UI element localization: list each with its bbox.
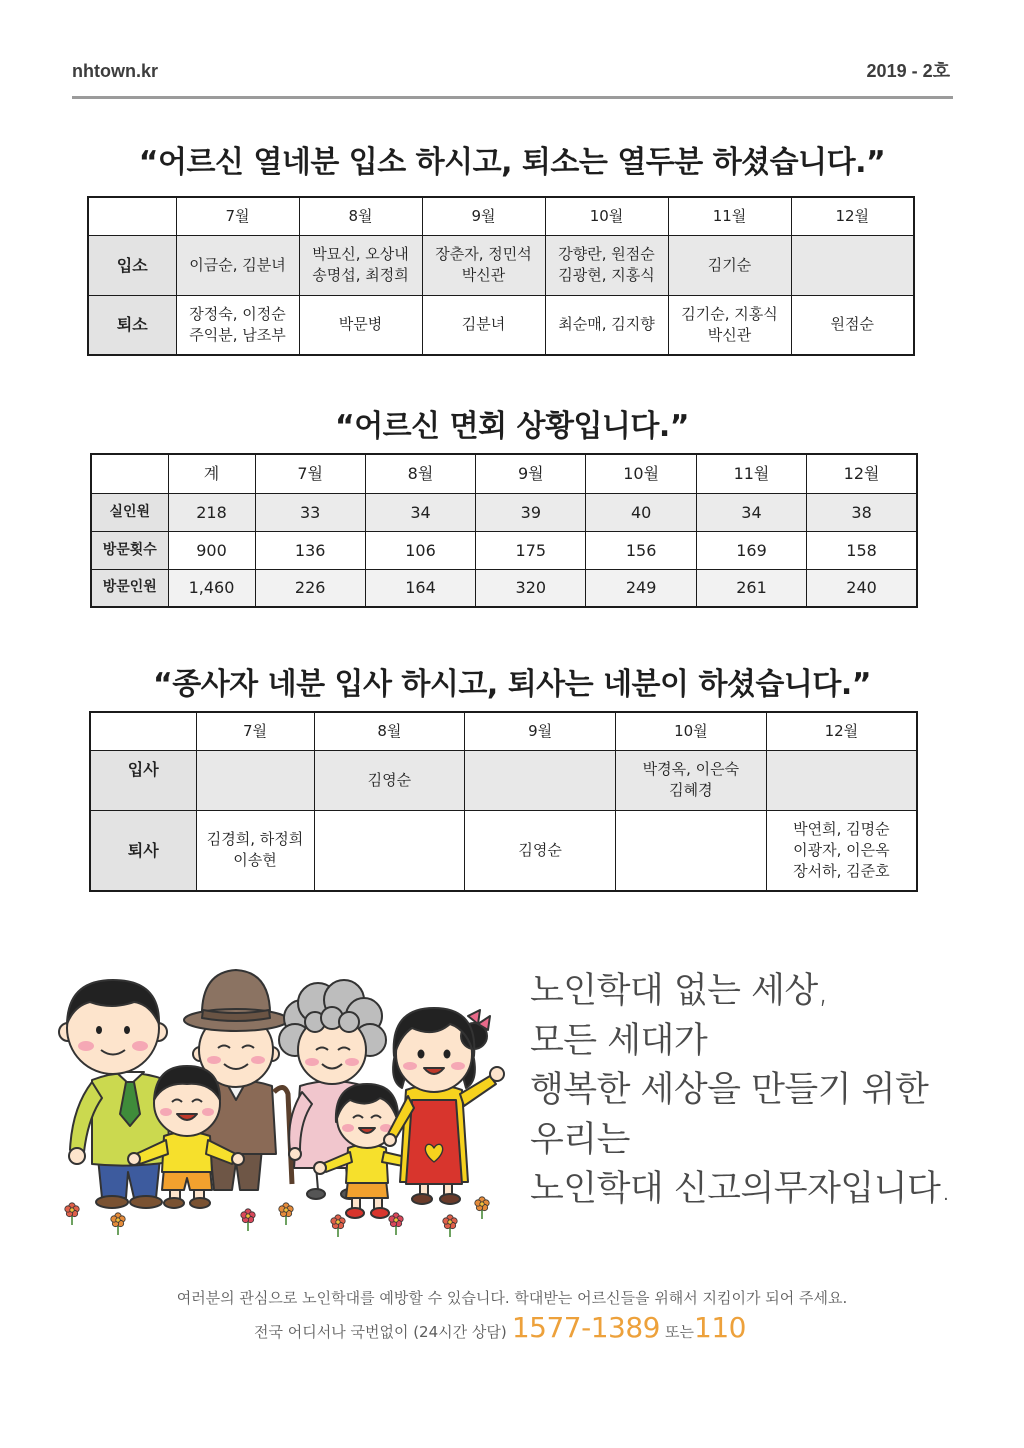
table-cell: 106 [365,531,475,569]
table-cell [196,750,314,810]
table-row [90,750,917,810]
column-header: 10월 [545,197,668,235]
cell-line: 원점순 [830,315,874,334]
cell-line: 이송현 [233,851,277,870]
cell-line: 김광현, 지홍식 [558,266,655,284]
column-header: 계 [168,454,255,493]
table-cell: 158 [807,531,917,569]
cell-line: 박신관 [461,266,506,284]
cell-line: 김영순 [367,770,412,789]
hotline-line [0,1310,1000,1350]
flower [279,1203,293,1225]
table-cell [465,750,616,810]
flower [65,1203,79,1225]
table-cell [176,235,299,295]
row-label: 방문인원 [91,569,168,607]
cell-line: 장서하, 김준호 [793,861,890,880]
table-cell [616,750,767,810]
table-cell: 240 [807,569,917,607]
table-cell [314,810,465,891]
site-name: nhtown.kr [72,61,158,81]
table-cell: 249 [586,569,696,607]
column-header: 10월 [616,712,767,750]
table-cell: 38 [807,493,917,531]
table-cell [465,810,616,891]
column-header: 12월 [766,712,917,750]
table-cell [545,295,668,355]
cell-line: 박연희, 김명순 [793,819,890,838]
mother-figure [384,1008,504,1204]
column-header: 12월 [791,197,914,235]
table-row [88,235,914,295]
table-cell: 39 [476,493,586,531]
flower [331,1215,345,1237]
column-header: 7월 [176,197,299,235]
column-header: 7월 [255,454,365,493]
corner-cell [90,712,196,750]
row-label: 퇴사 [90,810,196,891]
cell-line: 이금순, 김분녀 [189,255,286,274]
table-cell [176,295,299,355]
table-cell: 34 [365,493,475,531]
table-cell [422,295,545,355]
staff-table [89,711,918,892]
table-cell: 320 [476,569,586,607]
table-cell: 261 [696,569,806,607]
father-figure [59,980,170,1208]
cell-line: 박묘신, 오상내 [312,245,409,263]
hotline-number: 1577-1389 [511,1311,660,1344]
admissions-title: “어르신 열네분 입소 하시고, 퇴소는 열두분 하셨습니다.” [138,145,886,180]
column-header: 8월 [365,454,475,493]
column-header: 8월 [299,197,422,235]
row-label: 방문횟수 [91,531,168,569]
table-cell [299,295,422,355]
table-cell [791,295,914,355]
column-header: 9월 [465,712,616,750]
table-cell [766,810,917,891]
visits-table [90,453,918,608]
corner-cell [91,454,168,493]
row-label: 입소 [88,235,176,295]
column-header: 9월 [476,454,586,493]
table-cell [314,750,465,810]
cell-line: 박신관 [707,325,752,344]
flower [475,1197,489,1219]
staff-title: “종사자 네분 입사 하시고, 퇴사는 네분이 하셨습니다.” [153,667,871,702]
hotline-prefix: 전국 어디서나 국번없이 (24시간 상담) [254,1323,507,1341]
cell-line: 주익분, 남조부 [189,325,286,344]
corner-cell [88,197,176,235]
table-row [90,810,917,891]
header-row [90,712,917,750]
table-cell: 164 [365,569,475,607]
table-row [91,569,917,607]
cell-line: 김분녀 [461,315,506,334]
cell-line: 강향란, 원점순 [558,245,655,263]
cell-line: 박경옥, 이은숙 [642,760,740,778]
cell-line: 장정숙, 이정순 [189,304,286,323]
table-cell: 169 [696,531,806,569]
table-cell: 175 [476,531,586,569]
hotline-or: 또는 [665,1323,695,1341]
table-cell: 34 [696,493,806,531]
issue-number: 2019 - 2호 [866,61,950,81]
row-label: 입사 [90,750,196,810]
header-row [91,454,917,493]
table-cell [766,750,917,810]
row-label: 실인원 [91,493,168,531]
table-cell [196,810,314,891]
table-cell [422,235,545,295]
family-illustration [50,958,510,1243]
cell-line: 박문병 [338,315,383,334]
flower [241,1209,255,1231]
table-cell [616,810,767,891]
cell-line: 장춘자, 정민석 [435,245,532,263]
table-cell [668,235,791,295]
flower [111,1213,125,1235]
cell-line: 최순매, 김지향 [558,315,655,334]
table-cell [668,295,791,355]
visits-title: “어르신 면회 상황입니다.” [334,409,690,444]
table-row [91,493,917,531]
table-cell [791,235,914,295]
cell-line: 김경희, 하정희 [206,830,304,849]
table-row [91,531,917,569]
admissions-table [87,196,915,356]
cell-line: 송명섭, 최정희 [312,266,409,284]
column-header: 11월 [668,197,791,235]
footer-notice: 여러분의 관심으로 노인학대를 예방할 수 있습니다. 학대받는 어르신들을 위해서 지킴이가 되어 주세요. [176,1289,848,1307]
campaign-message [530,967,951,1215]
table-cell: 900 [168,531,255,569]
cell-line: 김영순 [518,840,562,859]
table-cell: 156 [586,531,696,569]
campaign-line: 노인학대 없는 세상, [530,971,829,1011]
column-header: 10월 [586,454,696,493]
table-cell: 1,460 [168,569,255,607]
cell-line: 김기순, 지홍식 [681,304,778,323]
table-cell: 40 [586,493,696,531]
table-cell: 226 [255,569,365,607]
table-cell [545,235,668,295]
campaign-line: 모든 세대가 [530,1020,708,1061]
table-cell [299,235,422,295]
row-label: 퇴소 [88,295,176,355]
column-header: 8월 [314,712,465,750]
campaign-line: 우리는 [530,1119,630,1160]
header-rule [72,96,953,99]
table-cell: 218 [168,493,255,531]
cell-line: 이광자, 이은옥 [793,840,890,859]
cell-line: 김기순 [707,255,752,274]
cell-line: 김혜경 [669,781,713,799]
table-row [88,295,914,355]
table-cell: 33 [255,493,365,531]
flower [389,1213,403,1235]
column-header: 9월 [422,197,545,235]
column-header: 7월 [196,712,314,750]
flower [443,1215,457,1237]
alt-hotline-number: 110 [694,1311,746,1344]
column-header: 11월 [696,454,806,493]
header-row [88,197,914,235]
column-header: 12월 [807,454,917,493]
campaign-line: 노인학대 신고의무자입니다. [530,1169,951,1209]
campaign-line: 행복한 세상을 만들기 위한 [530,1070,929,1110]
table-cell: 136 [255,531,365,569]
